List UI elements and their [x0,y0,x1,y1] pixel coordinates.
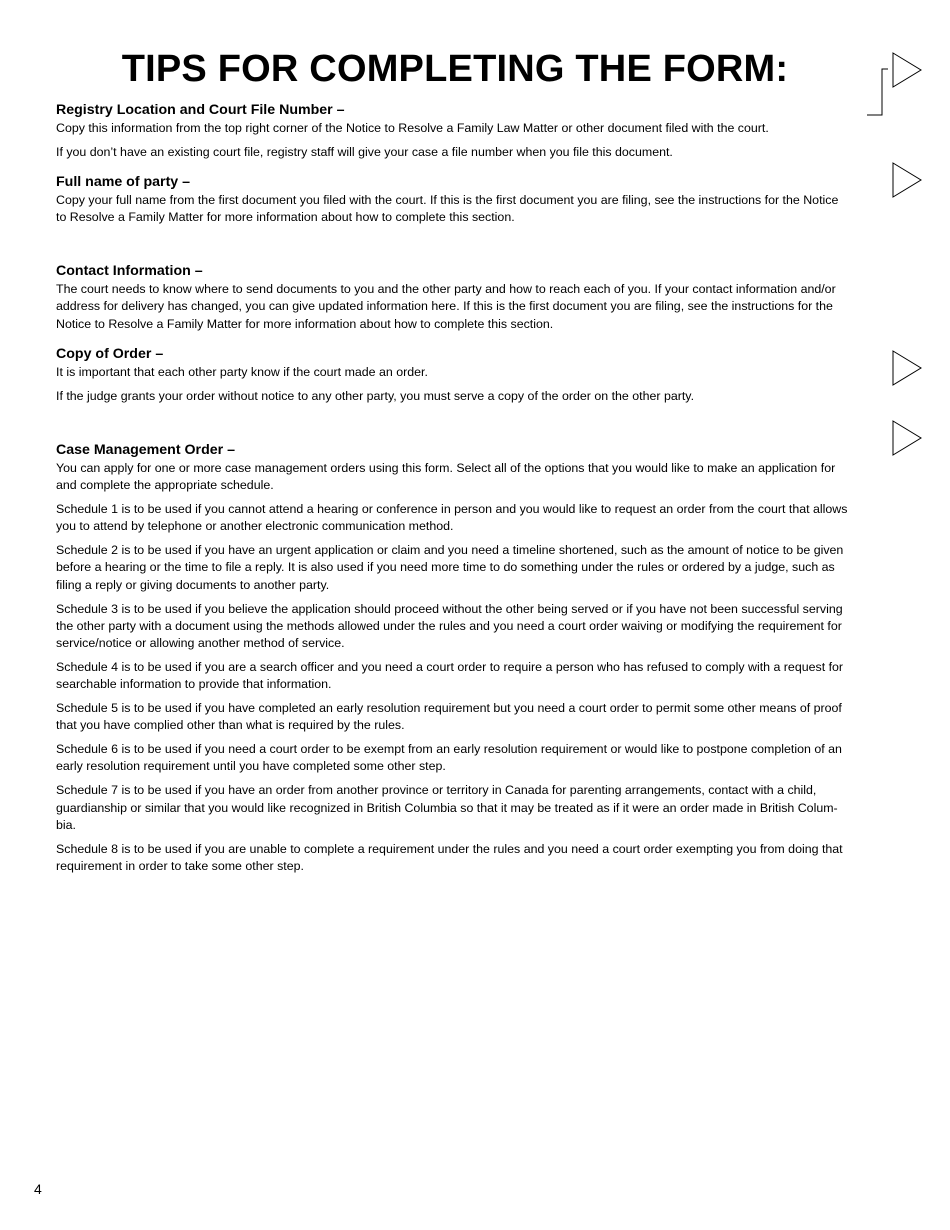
page-title: TIPS FOR COMPLETING THE FORM: [121,48,789,90]
section-full-name [56,173,852,233]
corner-bracket-icon [866,68,888,118]
paragraph: If you don’t have an existing court file, registry staff will give your case a file number when you file this document. [56,144,673,159]
arrow-marker-icon [892,420,922,456]
section-case-management-order [56,441,852,882]
schedule-5-paragraph: Schedule 5 is to be used if you have completed an early resolution requirement but you need a court order to permit some other means of proof that you have complied other than what is required by the rules. [56,701,842,733]
paragraph: Copy your full name from the first document you filed with the court. If this is the first document you are filing, see the instructions for the Notice to Resolve a Family Matter for more information about how to complete this section. [56,193,839,225]
schedule-7-paragraph: Schedule 7 is to be used if you have an order from another province or territory in Canada for parenting arrangements, contact with a child, guardianship or similar that you would like recognized in British Columbia so that it may be treated as if it were an order made in British Colum-bia. [56,783,838,832]
section-heading: Contact Information – [56,263,203,279]
schedule-2-paragraph: Schedule 2 is to be used if you have an urgent application or claim and you need a timeline shortened, such as the amount of notice to be given before a hearing or the time to file a reply. It is also used if you need more time to do something under the rules or ordered by a judge, such as filing a reply or giving documents to another party. [56,543,844,592]
arrow-marker-icon [892,52,922,88]
section-heading: Case Management Order – [56,442,235,458]
page-number: 4 [34,1181,42,1197]
paragraph: You can apply for one or more case management orders using this form. Select all of the options that you would like to make an application for and complete the appropriate schedule. [56,461,836,493]
schedule-6-paragraph: Schedule 6 is to be used if you need a court order to be exempt from an early resolution requirement or would like to postpone completion of an early resolution requirement until you have completed some other step. [56,742,842,774]
section-registry-location [56,101,852,168]
section-heading: Copy of Order – [56,346,164,362]
section-heading: Registry Location and Court File Number – [56,102,345,118]
paragraph: If the judge grants your order without notice to any other party, you must serve a copy of the order on the other party. [56,388,695,403]
arrow-marker-icon [892,350,922,386]
paragraph: The court needs to know where to send documents to you and the other party and how to reach each of you. If your contact information and/or address for delivery has changed, you can give updated information here. If this is the first document you are filing, see the instructions for the Notice to Resolve a Family Matter for more information about how to complete this section. [56,282,836,331]
section-copy-of-order [56,345,852,412]
arrow-marker-icon [892,162,922,198]
section-contact-information [56,262,852,339]
paragraph: Copy this information from the top right corner of the Notice to Resolve a Family Law Matter or other document filed with the court. [56,121,769,135]
schedule-1-paragraph: Schedule 1 is to be used if you cannot attend a hearing or conference in person and you would like to request an order from the court that allows you to attend by telephone or another electronic communication method. [56,502,848,534]
schedule-8-paragraph: Schedule 8 is to be used if you are unable to complete a requirement under the rules and you need a court order exempting you from doing that requirement in order to take some other step. [56,841,843,873]
schedule-4-paragraph: Schedule 4 is to be used if you are a search officer and you need a court order to require a person who has refused to comply with a request for searchable information to provide that information. [56,659,844,692]
paragraph: It is important that each other party know if the court made an order. [56,365,428,379]
schedule-3-paragraph: Schedule 3 is to be used if you believe the application should proceed without the other being served or if you have not been successful serving the other party with a document using the methods allowed under the rules and you need a court order waiving or modifying the requirement for service/notice or allowing another method of service. [56,601,843,651]
section-heading: Full name of party – [56,174,191,190]
